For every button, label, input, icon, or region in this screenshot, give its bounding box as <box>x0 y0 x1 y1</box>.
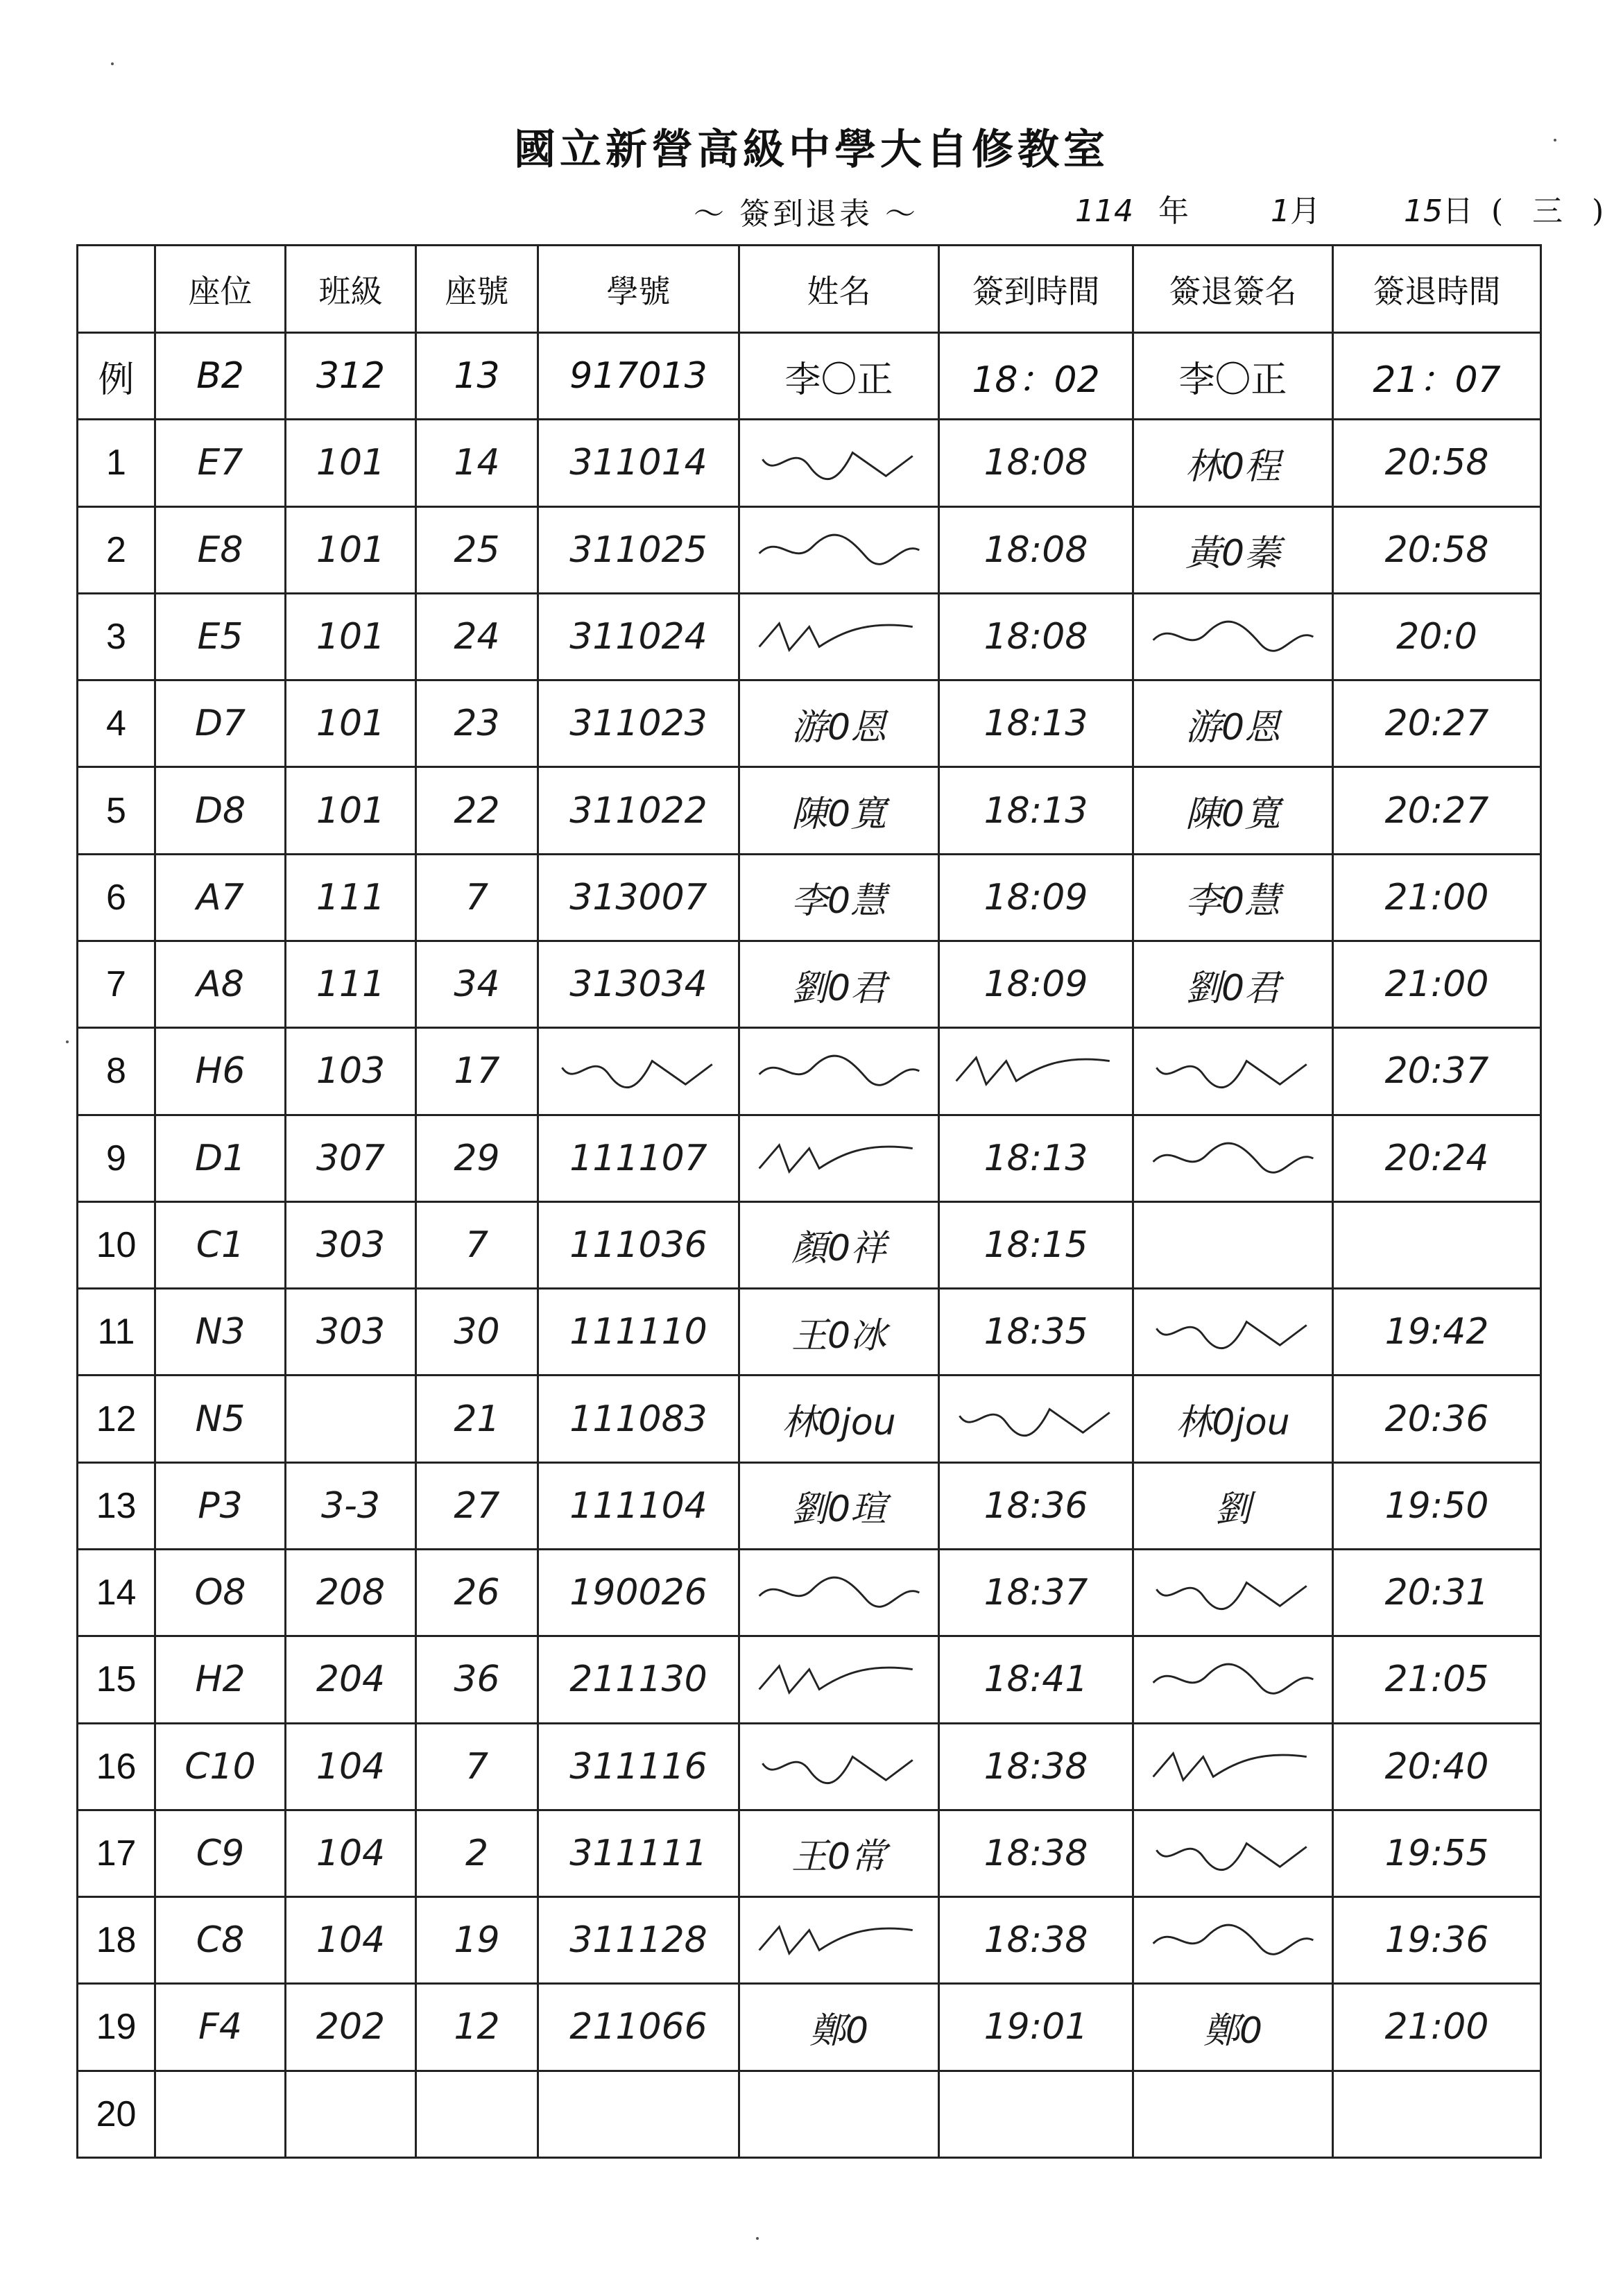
row-index: 20 <box>78 2071 155 2157</box>
cell-checkout-sign <box>1133 1723 1333 1810</box>
example-checkin: 18：02 <box>939 333 1133 420</box>
cell-class: 208 <box>286 1549 416 1636</box>
date-year-label: 年 <box>1158 194 1189 229</box>
row-index: 6 <box>78 854 155 941</box>
cell-checkout-sign: 李0慧 <box>1133 854 1333 941</box>
cell-checkin-time: 18:13 <box>939 1115 1133 1201</box>
cell-seat-no: 21 <box>416 1376 538 1462</box>
cell-checkout-sign <box>1133 1289 1333 1376</box>
cell-seat-no: 26 <box>416 1549 538 1636</box>
table-row <box>78 1636 1541 1723</box>
handwritten-signature <box>753 1047 926 1095</box>
cell-seat-no: 2 <box>416 1810 538 1896</box>
cell-seat: C10 <box>155 1723 286 1810</box>
cell-checkin-time: 19:01 <box>939 1984 1133 2071</box>
table-row <box>78 593 1541 680</box>
cell-class: 303 <box>286 1201 416 1288</box>
cell-checkin-time: 18:13 <box>939 767 1133 854</box>
sheet-date <box>1075 186 1623 230</box>
col-header-student-id: 學號 <box>538 246 739 333</box>
cell-class: 101 <box>286 506 416 593</box>
cell-checkout-sign <box>1133 1028 1333 1115</box>
cell-checkin-time <box>939 1376 1133 1462</box>
handwritten-signature <box>753 438 926 487</box>
cell-seat: E7 <box>155 420 286 506</box>
cell-student-id: 211130 <box>538 1636 739 1723</box>
handwritten-signature <box>753 1916 926 1964</box>
row-index: 3 <box>78 593 155 680</box>
cell-checkout-time: 19:36 <box>1333 1897 1541 1984</box>
cell-seat: E8 <box>155 506 286 593</box>
cell-checkout-sign: 黃0蓁 <box>1133 506 1333 593</box>
cell-seat: O8 <box>155 1549 286 1636</box>
cell-checkout-time: 20:58 <box>1333 506 1541 593</box>
cell-checkin-time: 18:13 <box>939 680 1133 767</box>
cell-checkout-sign: 陳0寬 <box>1133 767 1333 854</box>
cell-checkout-sign <box>1133 2071 1333 2157</box>
row-index: 9 <box>78 1115 155 1201</box>
table-header-row <box>78 246 1541 333</box>
cell-student-id <box>538 1028 739 1115</box>
cell-seat-no: 27 <box>416 1462 538 1549</box>
col-header-checkout-time: 簽退時間 <box>1333 246 1541 333</box>
cell-checkout-time: 20:27 <box>1333 767 1541 854</box>
example-label: 例 <box>78 333 155 420</box>
cell-seat: H2 <box>155 1636 286 1723</box>
cell-name: 李0慧 <box>739 854 939 941</box>
col-header-seat-no: 座號 <box>416 246 538 333</box>
cell-class <box>286 1376 416 1462</box>
cell-checkout-time: 21:05 <box>1333 1636 1541 1723</box>
table-row <box>78 1115 1541 1201</box>
cell-class: 111 <box>286 854 416 941</box>
cell-student-id: 190026 <box>538 1549 739 1636</box>
cell-student-id: 311025 <box>538 506 739 593</box>
cell-name <box>739 420 939 506</box>
row-index: 8 <box>78 1028 155 1115</box>
cell-class: 303 <box>286 1289 416 1376</box>
date-year: 114 <box>1075 194 1133 229</box>
cell-class: 202 <box>286 1984 416 2071</box>
handwritten-signature <box>1147 1829 1320 1878</box>
cell-checkout-time: 20:58 <box>1333 420 1541 506</box>
row-index: 17 <box>78 1810 155 1896</box>
cell-checkout-sign: 鄭0 <box>1133 1984 1333 2071</box>
cell-student-id: 111036 <box>538 1201 739 1288</box>
cell-checkout-time: 20:40 <box>1333 1723 1541 1810</box>
cell-seat: A7 <box>155 854 286 941</box>
cell-checkout-time: 19:50 <box>1333 1462 1541 1549</box>
table-row <box>78 767 1541 854</box>
cell-name: 王0常 <box>739 1810 939 1896</box>
cell-checkout-time: 20:27 <box>1333 680 1541 767</box>
col-header-name: 姓名 <box>739 246 939 333</box>
table-row <box>78 420 1541 506</box>
cell-checkout-time: 19:55 <box>1333 1810 1541 1896</box>
handwritten-signature <box>1147 1655 1320 1704</box>
date-month: 1 <box>1271 194 1290 229</box>
cell-checkout-time: 21:00 <box>1333 854 1541 941</box>
cell-name: 劉0瑄 <box>739 1462 939 1549</box>
row-index: 12 <box>78 1376 155 1462</box>
cell-name <box>739 593 939 680</box>
cell-seat: D8 <box>155 767 286 854</box>
cell-student-id: 311024 <box>538 593 739 680</box>
example-class: 312 <box>286 333 416 420</box>
cell-student-id: 311128 <box>538 1897 739 1984</box>
table-row <box>78 1810 1541 1896</box>
handwritten-signature <box>950 1395 1123 1443</box>
cell-checkout-sign: 游0恩 <box>1133 680 1333 767</box>
table-row <box>78 1201 1541 1288</box>
cell-student-id: 311023 <box>538 680 739 767</box>
handwritten-signature <box>753 612 926 661</box>
cell-class: 3-3 <box>286 1462 416 1549</box>
cell-name: 鄭0 <box>739 1984 939 2071</box>
cell-name: 陳0寬 <box>739 767 939 854</box>
cell-checkin-time: 18:38 <box>939 1723 1133 1810</box>
cell-checkout-time: 20:36 <box>1333 1376 1541 1462</box>
handwritten-signature <box>1147 1134 1320 1183</box>
cell-name <box>739 506 939 593</box>
cell-student-id: 111083 <box>538 1376 739 1462</box>
cell-seat-no: 34 <box>416 941 538 1027</box>
row-index: 14 <box>78 1549 155 1636</box>
date-day: 15 <box>1404 194 1443 229</box>
row-index: 7 <box>78 941 155 1027</box>
table-row <box>78 2071 1541 2157</box>
cell-seat: E5 <box>155 593 286 680</box>
cell-student-id: 313034 <box>538 941 739 1027</box>
cell-checkout-time: 20:24 <box>1333 1115 1541 1201</box>
cell-name <box>739 1897 939 1984</box>
cell-class: 101 <box>286 767 416 854</box>
cell-checkin-time: 18:15 <box>939 1201 1133 1288</box>
cell-seat-no: 17 <box>416 1028 538 1115</box>
cell-checkin-time: 18:35 <box>939 1289 1133 1376</box>
cell-checkout-time <box>1333 1201 1541 1288</box>
cell-checkout-sign <box>1133 1810 1333 1896</box>
cell-checkin-time: 18:37 <box>939 1549 1133 1636</box>
cell-checkout-sign <box>1133 1549 1333 1636</box>
cell-name <box>739 1028 939 1115</box>
cell-checkin-time: 18:38 <box>939 1810 1133 1896</box>
cell-checkout-sign: 林0jou <box>1133 1376 1333 1462</box>
handwritten-signature <box>1147 1047 1320 1095</box>
table-row <box>78 941 1541 1027</box>
example-row <box>78 333 1541 420</box>
cell-seat <box>155 2071 286 2157</box>
cell-name: 顏0祥 <box>739 1201 939 1288</box>
sheet-title: 國立新營高級中學大自修教室 <box>514 126 1109 174</box>
row-index: 5 <box>78 767 155 854</box>
cell-checkout-sign <box>1133 1636 1333 1723</box>
handwritten-signature <box>753 1568 926 1617</box>
table-row <box>78 506 1541 593</box>
cell-seat: F4 <box>155 1984 286 2071</box>
cell-class: 204 <box>286 1636 416 1723</box>
example-seat-no: 13 <box>416 333 538 420</box>
cell-student-id: 311111 <box>538 1810 739 1896</box>
cell-checkout-sign: 劉 <box>1133 1462 1333 1549</box>
cell-checkin-time: 18:09 <box>939 941 1133 1027</box>
cell-student-id: 311014 <box>538 420 739 506</box>
row-index: 13 <box>78 1462 155 1549</box>
cell-seat-no: 23 <box>416 680 538 767</box>
handwritten-signature <box>753 1742 926 1791</box>
handwritten-signature <box>1147 1916 1320 1964</box>
table-row <box>78 1897 1541 1984</box>
cell-seat-no: 19 <box>416 1897 538 1984</box>
example-checkout-time: 21：07 <box>1333 333 1541 420</box>
cell-checkin-time <box>939 2071 1133 2157</box>
cell-student-id: 311116 <box>538 1723 739 1810</box>
cell-checkout-time: 21:00 <box>1333 1984 1541 2071</box>
handwritten-signature <box>1147 612 1320 661</box>
handwritten-signature <box>1147 1742 1320 1791</box>
cell-seat: C8 <box>155 1897 286 1984</box>
cell-student-id: 311022 <box>538 767 739 854</box>
cell-checkout-time: 20:37 <box>1333 1028 1541 1115</box>
cell-seat-no: 25 <box>416 506 538 593</box>
cell-student-id: 111104 <box>538 1462 739 1549</box>
table-row <box>78 854 1541 941</box>
example-student-id: 917013 <box>538 333 739 420</box>
cell-name: 王0冰 <box>739 1289 939 1376</box>
scan-speck <box>66 1040 69 1043</box>
cell-seat-no: 7 <box>416 854 538 941</box>
cell-seat: P3 <box>155 1462 286 1549</box>
cell-student-id: 211066 <box>538 1984 739 2071</box>
cell-checkout-sign <box>1133 1897 1333 1984</box>
scan-speck <box>1554 139 1556 142</box>
cell-student-id <box>538 2071 739 2157</box>
cell-name: 林0jou <box>739 1376 939 1462</box>
cell-name: 劉0君 <box>739 941 939 1027</box>
cell-seat: C9 <box>155 1810 286 1896</box>
row-index: 4 <box>78 680 155 767</box>
col-header-class: 班級 <box>286 246 416 333</box>
cell-seat-no: 7 <box>416 1723 538 1810</box>
cell-class <box>286 2071 416 2157</box>
cell-checkout-time: 19:42 <box>1333 1289 1541 1376</box>
cell-seat-no: 7 <box>416 1201 538 1288</box>
cell-checkout-sign: 劉0君 <box>1133 941 1333 1027</box>
cell-checkin-time: 18:08 <box>939 593 1133 680</box>
cell-checkin-time: 18:08 <box>939 420 1133 506</box>
cell-checkout-time: 20:31 <box>1333 1549 1541 1636</box>
cell-name <box>739 1723 939 1810</box>
cell-class: 111 <box>286 941 416 1027</box>
cell-checkin-time: 18:41 <box>939 1636 1133 1723</box>
cell-checkin-time: 18:38 <box>939 1897 1133 1984</box>
col-header-seat: 座位 <box>155 246 286 333</box>
cell-seat-no: 14 <box>416 420 538 506</box>
row-index: 10 <box>78 1201 155 1288</box>
signin-table <box>76 244 1542 2159</box>
cell-student-id: 313007 <box>538 854 739 941</box>
table-row <box>78 1462 1541 1549</box>
cell-name <box>739 2071 939 2157</box>
cell-seat-no: 30 <box>416 1289 538 1376</box>
table-row <box>78 1984 1541 2071</box>
row-index: 11 <box>78 1289 155 1376</box>
sheet-subtitle: ～ 簽到退表 ～ <box>694 196 918 232</box>
cell-checkout-sign <box>1133 1115 1333 1201</box>
handwritten-signature <box>753 526 926 574</box>
cell-class: 101 <box>286 593 416 680</box>
cell-checkout-sign <box>1133 1201 1333 1288</box>
cell-checkout-time: 20:0 <box>1333 593 1541 680</box>
cell-seat-no: 12 <box>416 1984 538 2071</box>
cell-checkout-time <box>1333 2071 1541 2157</box>
table-row <box>78 1723 1541 1810</box>
date-month-label: 月 <box>1290 194 1321 229</box>
handwritten-signature <box>950 1047 1123 1095</box>
col-header-checkout-sign: 簽退簽名 <box>1133 246 1333 333</box>
table-row <box>78 1549 1541 1636</box>
handwritten-signature <box>552 1047 725 1095</box>
cell-checkin-time <box>939 1028 1133 1115</box>
scan-speck <box>756 2237 759 2240</box>
col-header-index <box>78 246 155 333</box>
cell-seat-no: 24 <box>416 593 538 680</box>
cell-checkout-sign <box>1133 593 1333 680</box>
cell-class: 104 <box>286 1810 416 1896</box>
cell-class: 104 <box>286 1723 416 1810</box>
row-index: 15 <box>78 1636 155 1723</box>
scan-speck <box>111 62 114 65</box>
row-index: 1 <box>78 420 155 506</box>
table-row <box>78 1289 1541 1376</box>
date-weekday: ( 三 ) <box>1491 194 1614 229</box>
cell-seat-no: 36 <box>416 1636 538 1723</box>
handwritten-signature <box>1147 1568 1320 1617</box>
cell-checkin-time: 18:36 <box>939 1462 1133 1549</box>
cell-name <box>739 1115 939 1201</box>
table-row <box>78 1376 1541 1462</box>
cell-class: 101 <box>286 420 416 506</box>
cell-seat-no: 29 <box>416 1115 538 1201</box>
handwritten-signature <box>1147 1308 1320 1356</box>
cell-class: 307 <box>286 1115 416 1201</box>
date-day-label: 日 <box>1443 194 1473 229</box>
cell-seat: C1 <box>155 1201 286 1288</box>
cell-name: 游0恩 <box>739 680 939 767</box>
cell-seat: A8 <box>155 941 286 1027</box>
example-seat: B2 <box>155 333 286 420</box>
cell-class: 101 <box>286 680 416 767</box>
cell-name <box>739 1636 939 1723</box>
cell-checkout-sign: 林0程 <box>1133 420 1333 506</box>
example-checkout-sign: 李〇正 <box>1133 333 1333 420</box>
cell-seat: D1 <box>155 1115 286 1201</box>
cell-seat: N3 <box>155 1289 286 1376</box>
cell-student-id: 111107 <box>538 1115 739 1201</box>
cell-checkin-time: 18:09 <box>939 854 1133 941</box>
handwritten-signature <box>753 1134 926 1183</box>
cell-class: 104 <box>286 1897 416 1984</box>
cell-student-id: 111110 <box>538 1289 739 1376</box>
row-index: 16 <box>78 1723 155 1810</box>
table-row <box>78 1028 1541 1115</box>
cell-checkout-time: 21:00 <box>1333 941 1541 1027</box>
cell-seat: N5 <box>155 1376 286 1462</box>
cell-class: 103 <box>286 1028 416 1115</box>
col-header-checkin-time: 簽到時間 <box>939 246 1133 333</box>
cell-seat: H6 <box>155 1028 286 1115</box>
row-index: 19 <box>78 1984 155 2071</box>
cell-name <box>739 1549 939 1636</box>
cell-seat-no: 22 <box>416 767 538 854</box>
example-name: 李〇正 <box>739 333 939 420</box>
cell-seat: D7 <box>155 680 286 767</box>
handwritten-signature <box>753 1655 926 1704</box>
table-row <box>78 680 1541 767</box>
cell-seat-no <box>416 2071 538 2157</box>
row-index: 2 <box>78 506 155 593</box>
cell-checkin-time: 18:08 <box>939 506 1133 593</box>
row-index: 18 <box>78 1897 155 1984</box>
